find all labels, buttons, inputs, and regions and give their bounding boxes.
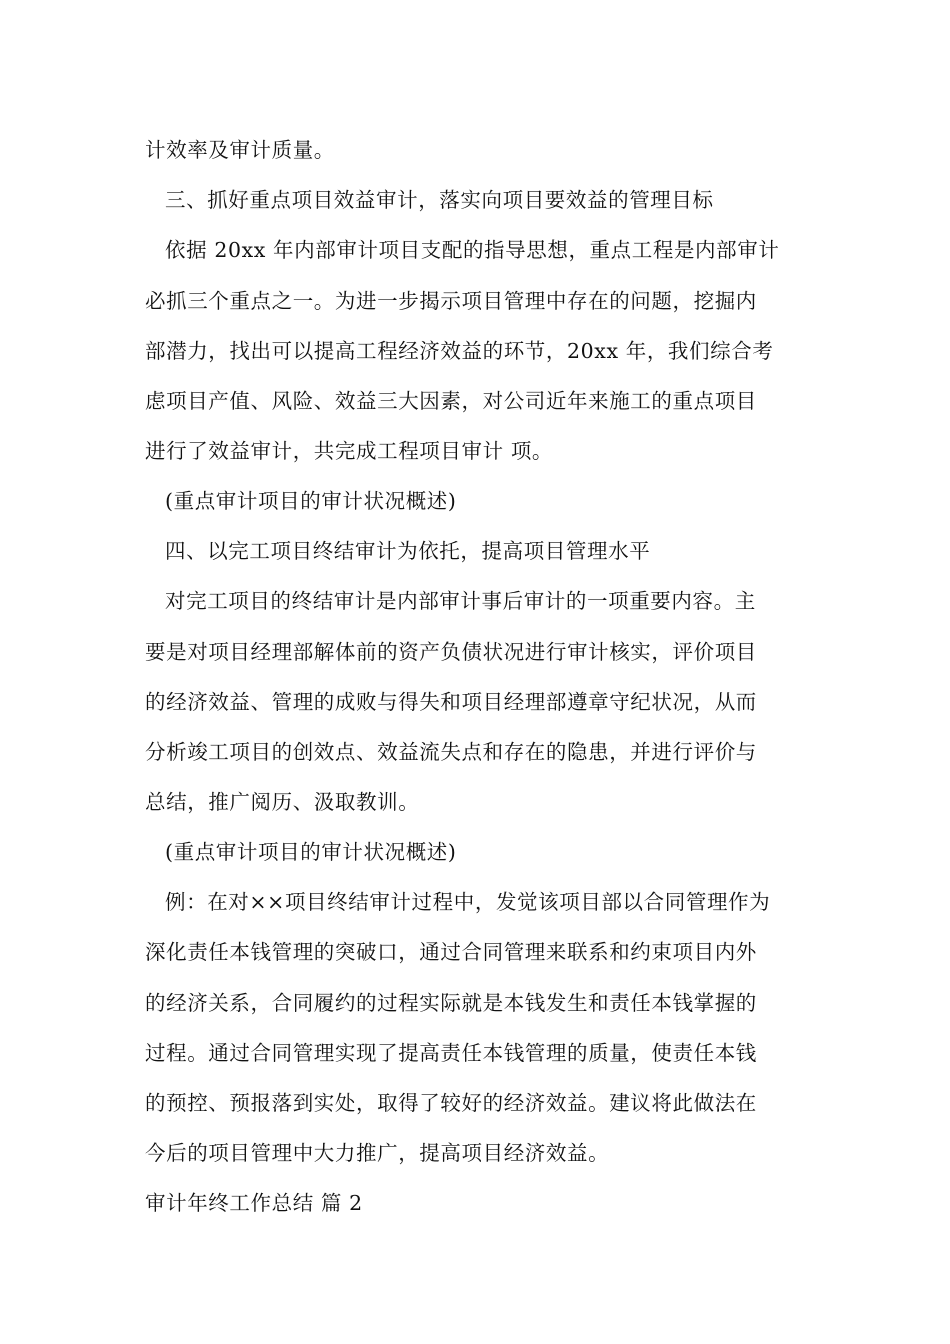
paragraph-line: 的预控、预报落到实处，取得了较好的经济效益。建议将此做法在 bbox=[145, 1091, 757, 1115]
paragraph-line: 对完工项目的终结审计是内部审计事后审计的一项重要内容。主 bbox=[165, 589, 756, 613]
paragraph-line: 总结，推广阅历、汲取教训。 bbox=[145, 790, 420, 814]
section-heading-four: 四、以完工项目终结审计为依托，提高项目管理水平 bbox=[165, 539, 651, 563]
paragraph-line: 的经济关系，合同履约的过程实际就是本钱发生和责任本钱掌握的 bbox=[145, 991, 757, 1015]
paragraph-line: 要是对项目经理部解体前的资产负债状况进行审计核实，评价项目 bbox=[145, 640, 757, 664]
summary-note: (重点审计项目的审计状况概述) bbox=[165, 489, 457, 513]
paragraph-line: 必抓三个重点之一。为进一步揭示项目管理中存在的问题，挖掘内 bbox=[145, 289, 757, 313]
paragraph-line: 例：在对××项目终结审计过程中，发觉该项目部以合同管理作为 bbox=[165, 890, 771, 914]
paragraph-line: 深化责任本钱管理的突破口，通过合同管理来联系和约束项目内外 bbox=[145, 940, 757, 964]
summary-note: (重点审计项目的审计状况概述) bbox=[165, 840, 457, 864]
paragraph-line: 过程。通过合同管理实现了提高责任本钱管理的质量，使责任本钱 bbox=[145, 1041, 757, 1065]
paragraph-line: 进行了效益审计，共完成工程项目审计 项。 bbox=[145, 439, 554, 463]
paragraph-line: 今后的项目管理中大力推广，提高项目经济效益。 bbox=[145, 1141, 610, 1165]
paragraph-line: 虑项目产值、风险、效益三大因素，对公司近年来施工的重点项目 bbox=[145, 389, 757, 413]
paragraph-line: 计效率及审计质量。 bbox=[145, 138, 335, 162]
section-heading-three: 三、抓好重点项目效益审计，落实向项目要效益的管理目标 bbox=[165, 188, 714, 212]
paragraph-line: 分析竣工项目的创效点、效益流失点和存在的隐患，并进行评价与 bbox=[145, 740, 757, 764]
chapter-title: 审计年终工作总结 篇 2 bbox=[145, 1191, 363, 1215]
paragraph-line: 的经济效益、管理的成败与得失和项目经理部遵章守纪状况，从而 bbox=[145, 690, 757, 714]
paragraph-line: 依据 20xx 年内部审计项目支配的指导思想，重点工程是内部审计 bbox=[165, 238, 780, 262]
paragraph-line: 部潜力，找出可以提高工程经济效益的环节，20xx 年，我们综合考 bbox=[145, 339, 774, 363]
